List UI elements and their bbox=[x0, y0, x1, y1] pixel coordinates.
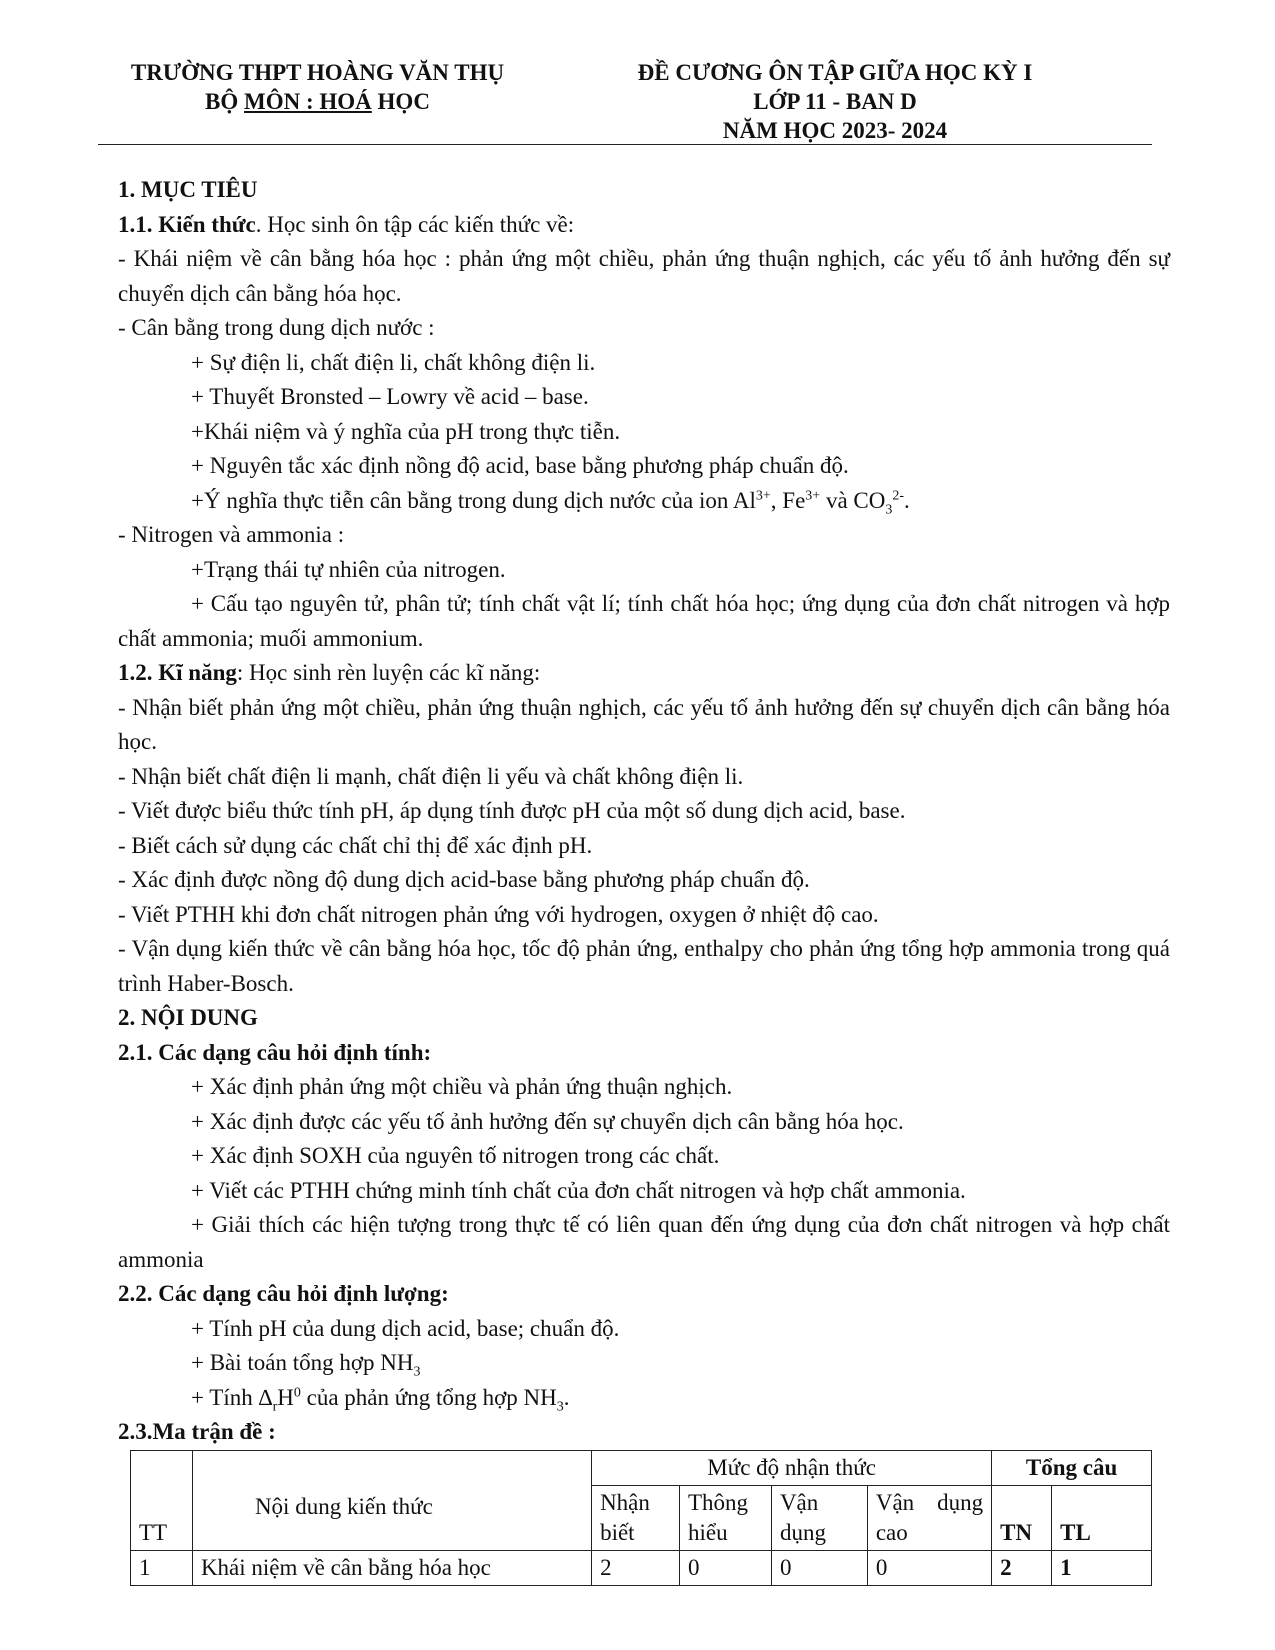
qualitative-item-text: + Giải thích các hiện tượng trong thực tế có liên quan đến ứng dụng của đơn chất nitrogen và hợp chất ammonia bbox=[118, 1212, 1170, 1272]
al-charge: 3+ bbox=[755, 487, 771, 503]
quantitative-text: của phản ứng tổng hợp NH bbox=[300, 1384, 557, 1410]
quantitative-text: + Bài toán tổng hợp NH bbox=[191, 1350, 414, 1375]
knowledge-subitem: +Trạng thái tự nhiên của nitrogen. bbox=[191, 556, 506, 582]
row-tn: 2 bbox=[992, 1551, 1052, 1586]
document-body bbox=[118, 173, 1170, 1450]
header-level-3 bbox=[771, 1486, 867, 1551]
header-level-3-a: Vận bbox=[779, 1490, 819, 1515]
header-tn: TN bbox=[992, 1486, 1052, 1551]
header-level-1-a: Nhận bbox=[600, 1490, 650, 1515]
skills-label: 1.2. Kĩ năng bbox=[118, 660, 237, 685]
header-total: Tổng câu bbox=[992, 1451, 1152, 1486]
quantitative-text: + Tính ∆ bbox=[191, 1384, 273, 1410]
header-level-2-b: hiểu bbox=[687, 1520, 728, 1545]
header-level-4 bbox=[867, 1486, 991, 1551]
row-v4: 0 bbox=[867, 1551, 991, 1586]
quantitative-item bbox=[118, 1346, 1170, 1381]
knowledge-heading bbox=[118, 208, 1170, 243]
qualitative-item: + Xác định SOXH của nguyên tố nitrogen trong các chất. bbox=[191, 1143, 720, 1168]
fe-charge: 3+ bbox=[805, 487, 821, 503]
nh3-subscript: 3 bbox=[556, 1399, 564, 1415]
row-v3: 0 bbox=[771, 1551, 867, 1586]
header-level-2 bbox=[679, 1486, 771, 1551]
knowledge-item: - Khái niệm về cân bằng hóa học : phản ứng một chiều, phản ứng thuận nghịch, các yếu tố ảnh hưởng đến sự chuyển dịch cân bằng hóa học. bbox=[118, 246, 1170, 306]
knowledge-subitem-wrap bbox=[118, 587, 1170, 656]
header-level-4-b: cao bbox=[875, 1520, 908, 1545]
delta-r-subscript: r bbox=[272, 1399, 278, 1415]
qualitative-item: + Viết các PTHH chứng minh tính chất của đơn chất nitrogen và hợp chất ammonia. bbox=[191, 1177, 966, 1203]
ions-sep: , Fe bbox=[770, 487, 806, 513]
ions-end: . bbox=[904, 487, 910, 513]
co3-charge: 2- bbox=[892, 487, 905, 503]
header-left bbox=[80, 58, 555, 116]
knowledge-subitem: +Khái niệm và ý nghĩa của pH trong thực tiễn. bbox=[191, 418, 621, 444]
skill-item: - Vận dụng kiến thức về cân bằng hóa học, tốc độ phản ứng, enthalpy cho phản ứng tổng hợp ammonia trong quá trình Haber-Bosch. bbox=[118, 936, 1170, 996]
ions-text: +Ý nghĩa thực tiễn cân bằng trong dung dịch nước của ion Al bbox=[191, 487, 756, 513]
header-level-1-b: biết bbox=[600, 1520, 635, 1545]
doc-title: ĐỀ CƯƠNG ÔN TẬP GIỮA HỌC KỲ I bbox=[637, 60, 1033, 85]
header-right bbox=[600, 58, 1070, 145]
department bbox=[80, 87, 555, 116]
dept-prefix: BỘ bbox=[205, 89, 245, 114]
header-level-4-a: Vận dụng bbox=[875, 1490, 984, 1515]
quantitative-item: + Tính pH của dung dịch acid, base; chuẩn độ. bbox=[191, 1315, 620, 1341]
knowledge-item: - Cân bằng trong dung dịch nước : bbox=[118, 315, 435, 340]
dept-suffix: HỌC bbox=[371, 89, 430, 114]
school-name: TRƯỜNG THPT HOÀNG VĂN THỤ bbox=[130, 60, 505, 85]
knowledge-subitem-ions bbox=[118, 484, 1170, 519]
qualitative-heading: 2.1. Các dạng câu hỏi định tính: bbox=[118, 1039, 432, 1065]
quantitative-heading: 2.2. Các dạng câu hỏi định lượng: bbox=[118, 1281, 449, 1306]
header-level-1 bbox=[592, 1486, 680, 1551]
skill-item: - Nhận biết chất điện li mạnh, chất điện li yếu và chất không điện li. bbox=[118, 763, 744, 789]
grade-label: LỚP 11 - BAN D bbox=[753, 89, 917, 114]
skills-intro: : Học sinh rèn luyện các kĩ năng: bbox=[236, 660, 541, 685]
knowledge-item: - Nitrogen và ammonia : bbox=[118, 522, 345, 547]
row-v2: 0 bbox=[679, 1551, 771, 1586]
header-level: Mức độ nhận thức bbox=[592, 1451, 992, 1486]
skills-heading bbox=[118, 656, 1170, 691]
row-v1: 2 bbox=[592, 1551, 680, 1586]
skill-item: - Xác định được nồng độ dung dịch acid-base bằng phương pháp chuẩn độ. bbox=[118, 867, 810, 892]
row-tt: 1 bbox=[131, 1551, 193, 1586]
header-level-2-a: Thông bbox=[687, 1490, 749, 1515]
header-tl: TL bbox=[1052, 1486, 1152, 1551]
quantitative-end: . bbox=[563, 1384, 570, 1410]
dept-underlined: MÔN : HOÁ bbox=[244, 89, 372, 114]
knowledge-subitem-text: + Cấu tạo nguyên tử, phân tử; tính chất vật lí; tính chất hóa học; ứng dụng của đơn chất nitrogen và hợp chất ammonia; muối ammonium. bbox=[118, 591, 1170, 651]
table-row bbox=[131, 1551, 1152, 1586]
quantitative-item bbox=[118, 1381, 1170, 1416]
qualitative-item: + Xác định phản ứng một chiều và phản ứng thuận nghịch. bbox=[191, 1074, 733, 1099]
knowledge-subitem: + Thuyết Bronsted – Lowry về acid – base. bbox=[191, 384, 589, 409]
co3-subscript: 3 bbox=[885, 502, 893, 518]
section-2-title: 2. NỘI DUNG bbox=[118, 1005, 258, 1030]
skill-item: - Viết PTHH khi đơn chất nitrogen phản ứng với hydrogen, oxygen ở nhiệt độ cao. bbox=[118, 901, 879, 927]
header-content bbox=[192, 1451, 591, 1551]
school-year: NĂM HỌC 2023- 2024 bbox=[722, 118, 948, 143]
skill-item: - Nhận biết phản ứng một chiều, phản ứng thuận nghịch, các yếu tố ảnh hưởng đến sự chuyển dịch cân bằng hóa học. bbox=[118, 694, 1170, 754]
section-1-title: 1. MỤC TIÊU bbox=[118, 177, 258, 202]
matrix-heading: 2.3.Ma trận đề : bbox=[118, 1419, 276, 1444]
header-tt: TT bbox=[131, 1451, 193, 1551]
exam-matrix-table bbox=[130, 1450, 1152, 1586]
standard-superscript: 0 bbox=[293, 1384, 301, 1400]
skill-item: - Viết được biểu thức tính pH, áp dụng tính được pH của một số dung dịch acid, base. bbox=[118, 798, 906, 823]
knowledge-subitem: + Sự điện li, chất điện li, chất không điện li. bbox=[191, 349, 596, 375]
knowledge-label: 1.1. Kiến thức bbox=[118, 211, 256, 237]
knowledge-subitem: + Nguyên tắc xác định nồng độ acid, base bằng phương pháp chuẩn độ. bbox=[191, 453, 849, 478]
qualitative-item-wrap bbox=[118, 1208, 1170, 1277]
skill-item: - Biết cách sử dụng các chất chỉ thị để xác định pH. bbox=[118, 832, 593, 858]
nh3-subscript: 3 bbox=[413, 1364, 421, 1380]
header-content-text: Nội dung kiến thức bbox=[254, 1493, 433, 1519]
ions-sep: và CO bbox=[820, 487, 886, 513]
header-divider bbox=[98, 144, 1152, 145]
row-tl: 1 bbox=[1052, 1551, 1152, 1586]
row-content: Khái niệm về cân bằng hóa học bbox=[192, 1551, 591, 1586]
enthalpy-symbol: H bbox=[277, 1384, 294, 1410]
header-level-3-b: dụng bbox=[779, 1520, 826, 1545]
qualitative-item: + Xác định được các yếu tố ảnh hưởng đến sự chuyển dịch cân bằng hóa học. bbox=[191, 1108, 904, 1134]
knowledge-intro: . Học sinh ôn tập các kiến thức về: bbox=[255, 211, 575, 237]
